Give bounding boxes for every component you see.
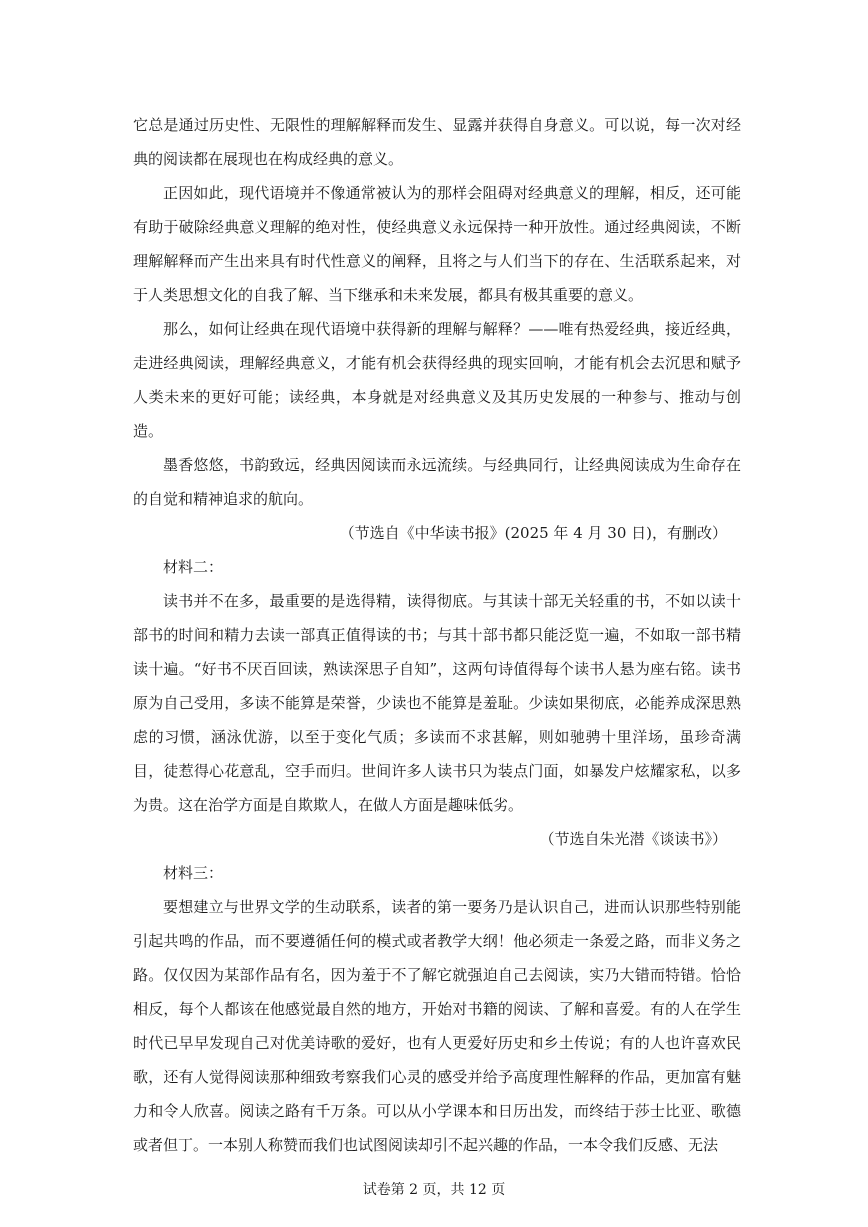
paragraph-1: 它总是通过历史性、无限性的理解解释而发生、显露并获得自身意义。可以说，每一次对经典的阅读都在展现也在构成经典的意义。	[133, 116, 741, 168]
paragraph-2: 正因如此，现代语境并不像通常被认为的那样会阻碍对经典意义的理解，相反，还可能有助于破除经典意义理解的绝对性，使经典意义永远保持一种开放性。通过经典阅读，不断理解解释而产生出来具有时代性意义的阐释，且将之与人们当下的存在、生活联系起来，对于人类思想文化的自我了解、当下继承和未来发展，都具有极其重要的意义。	[133, 184, 741, 304]
material-2-label: 材料二：	[163, 558, 224, 576]
material-3-label: 材料三：	[163, 864, 224, 882]
page-body	[133, 108, 741, 1162]
source-citation-2: （节选自朱光潜《谈读书》）	[539, 830, 727, 848]
paragraph-6: 要想建立与世界文学的生动联系，读者的第一要务乃是认识自己，进而认识那些特别能引起共鸣的作品，而不要遵循任何的模式或者教学大纲！他必须走一条爱之路，而非义务之路。仅仅因为某部作品有名，因为羞于不了解它就强迫自己去阅读，实乃大错而特错。恰恰相反，每个人都该在他感觉最自然的地方，开始对书籍的阅读、了解和喜爱。有的人在学生时代已早早发现自己对优美诗歌的爱好，也有人更爱好历史和乡土传说；有的人也许喜欢民歌，还有人觉得阅读那种细致考察我们心灵的感受并给予高度理性解释的作品，更加富有魅力和令人欣喜。阅读之路有千万条。可以从小学课本和日历出发，而终结于莎士比亚、歌德或者但丁。一本别人称赞而我们也试图阅读却引不起兴趣的作品，一本令我们反感、无法	[133, 898, 741, 1154]
paragraph-4: 墨香悠悠，书韵致远，经典因阅读而永远流续。与经典同行，让经典阅读成为生命存在的自觉和精神追求的航向。	[133, 456, 741, 508]
paragraph-3: 那么，如何让经典在现代语境中获得新的理解与解释？——唯有热爱经典，接近经典，走进经典阅读，理解经典意义，才能有机会获得经典的现实回响，才能有机会去沉思和赋予人类未来的更好可能；读经典，本身就是对经典意义及其历史发展的一种参与、推动与创造。	[133, 320, 741, 440]
source-citation-1: （节选自《中华读书报》(2025 年 4 月 30 日)，有删改）	[339, 524, 727, 542]
page-footer: 试卷第 2 页，共 12 页	[362, 1182, 506, 1198]
paragraph-5: 读书并不在多，最重要的是选得精，读得彻底。与其读十部无关轻重的书，不如以读十部书的时间和精力去读一部真正值得读的书；与其十部书都只能泛览一遍，不如取一部书精读十遍。“好书不厌百回读，熟读深思子自知”，这两句诗值得每个读书人悬为座右铭。读书原为自己受用，多读不能算是荣誉，少读也不能算是羞耻。少读如果彻底，必能养成深思熟虑的习惯，涵泳优游，以至于变化气质；多读而不求甚解，则如驰骋十里洋场，虽珍奇满目，徒惹得心花意乱，空手而归。世间许多人读书只为装点门面，如暴发户炫耀家私，以多为贵。这在治学方面是自欺欺人，在做人方面是趣味低劣。	[133, 592, 741, 814]
